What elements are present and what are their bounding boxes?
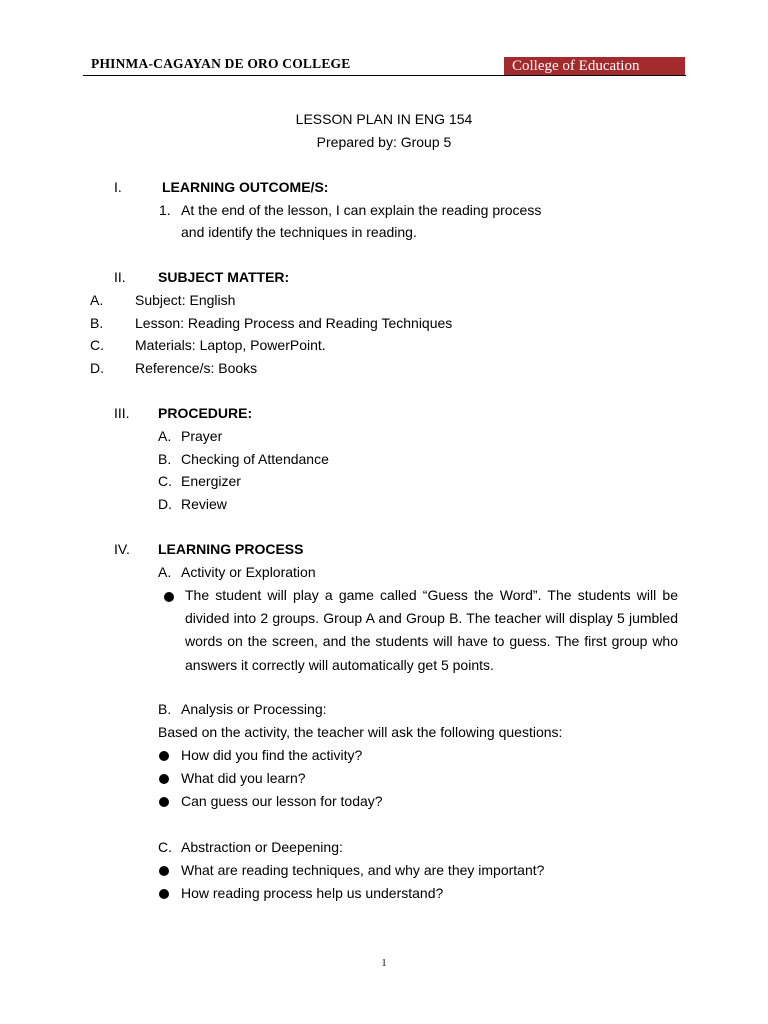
document-title: LESSON PLAN IN ENG 154 — [295, 111, 473, 127]
bullet-icon — [159, 797, 169, 807]
subject-matter-item: Reference/s: Books — [135, 360, 258, 376]
procedure-item: Energizer — [181, 473, 241, 489]
procedure-letter: D. — [158, 496, 172, 512]
section-3-numeral: III. — [114, 405, 130, 421]
department-badge: College of Education — [504, 57, 685, 75]
subject-matter-letter: B. — [90, 315, 104, 331]
section-1-heading: LEARNING OUTCOME/S: — [162, 179, 329, 195]
subject-matter-letter: A. — [90, 292, 104, 308]
section-4-numeral: IV. — [114, 541, 130, 557]
prepared-by: Prepared by: Group 5 — [316, 134, 452, 150]
abstraction-question: How reading process help us understand? — [181, 885, 444, 901]
analysis-question: How did you find the activity? — [181, 747, 363, 763]
page-number: 1 — [381, 958, 387, 969]
subsection-a-title: Activity or Exploration — [181, 564, 316, 580]
bullet-icon — [159, 774, 169, 784]
bullet-icon — [159, 751, 169, 761]
section-4-heading: LEARNING PROCESS — [158, 541, 304, 557]
activity-paragraph: The student will play a game called “Guess the Word”. The students will be divided into 2 groups. Group A and Group B. The teacher will display 5 jumbled words on the screen, and the students will have to guess. The first group who answers it correctly will automatically get 5 points. — [185, 587, 678, 673]
section-1-numeral: I. — [114, 179, 122, 195]
header-divider — [83, 75, 686, 76]
subsection-c-letter: C. — [158, 839, 172, 855]
abstraction-question: What are reading techniques, and why are they important? — [181, 862, 545, 878]
analysis-intro: Based on the activity, the teacher will ask the following questions: — [158, 724, 563, 740]
subsection-b-title: Analysis or Processing: — [181, 701, 327, 717]
outcome-text-line1: At the end of the lesson, I can explain the reading process — [181, 202, 542, 218]
procedure-item: Prayer — [181, 428, 223, 444]
subject-matter-letter: C. — [90, 337, 104, 353]
bullet-icon — [159, 866, 169, 876]
procedure-item: Review — [181, 496, 227, 512]
procedure-item: Checking of Attendance — [181, 451, 329, 467]
subject-matter-item: Lesson: Reading Process and Reading Techniques — [135, 315, 453, 331]
section-2-heading: SUBJECT MATTER: — [158, 269, 290, 285]
section-2-numeral: II. — [114, 269, 126, 285]
subject-matter-item: Subject: English — [135, 292, 236, 308]
procedure-letter: C. — [158, 473, 172, 489]
bullet-icon — [159, 889, 169, 899]
subsection-b-letter: B. — [158, 701, 172, 717]
analysis-question: Can guess our lesson for today? — [181, 793, 383, 809]
procedure-letter: B. — [158, 451, 172, 467]
analysis-question: What did you learn? — [181, 770, 306, 786]
procedure-letter: A. — [158, 428, 172, 444]
subject-matter-item: Materials: Laptop, PowerPoint. — [135, 337, 326, 353]
section-3-heading: PROCEDURE: — [158, 405, 253, 421]
subsection-a-letter: A. — [158, 564, 172, 580]
outcome-number: 1. — [159, 202, 171, 218]
institution-name: PHINMA-CAGAYAN DE ORO COLLEGE — [91, 56, 351, 71]
subject-matter-letter: D. — [90, 360, 104, 376]
subsection-c-title: Abstraction or Deepening: — [181, 839, 343, 855]
bullet-icon — [164, 592, 174, 602]
outcome-text-line2: and identify the techniques in reading. — [181, 224, 417, 240]
